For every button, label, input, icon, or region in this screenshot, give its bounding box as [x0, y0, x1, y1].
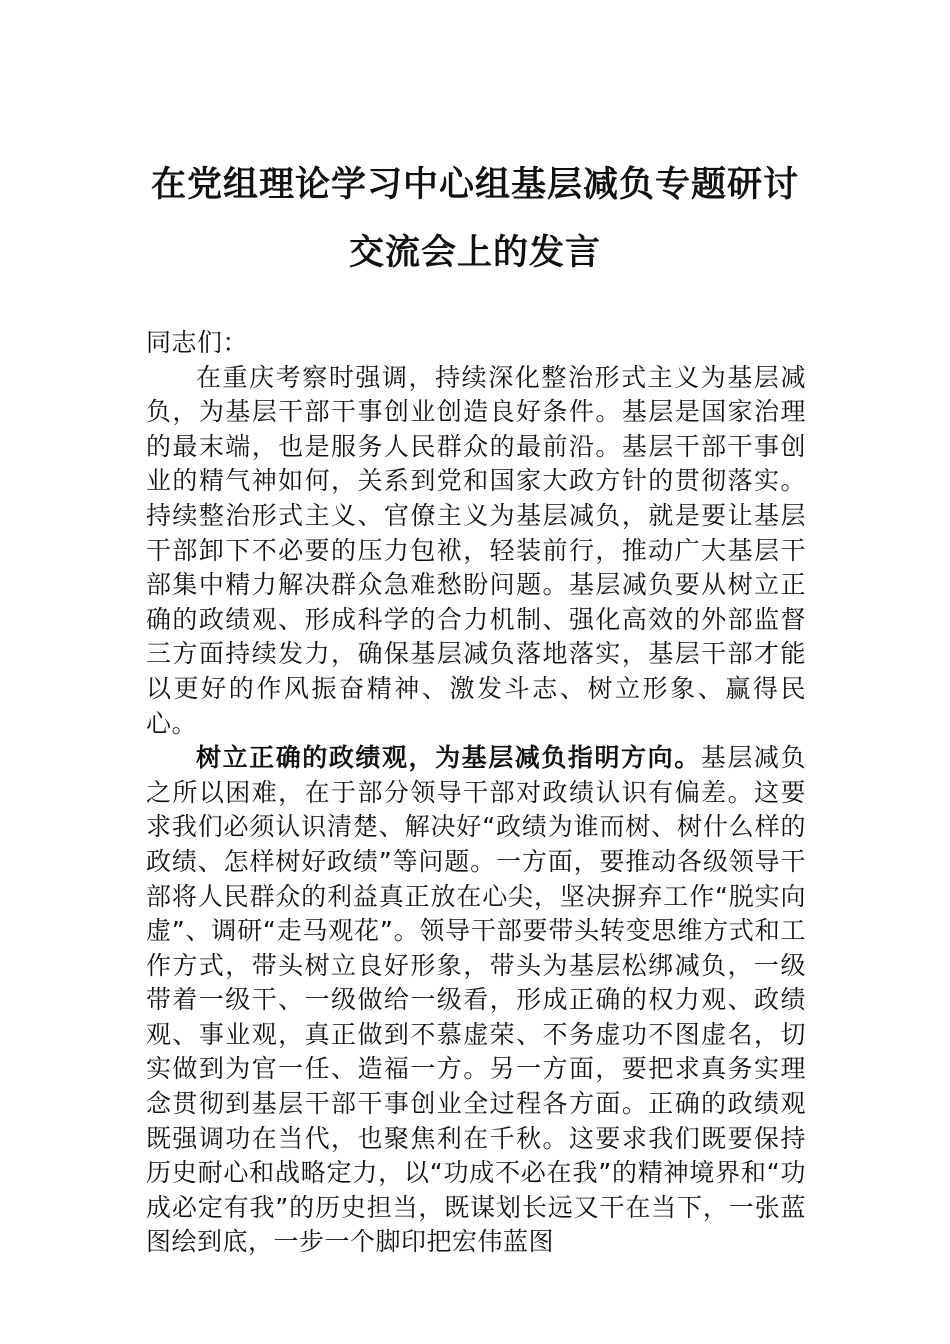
document-body	[146, 326, 806, 1260]
salutation: 同志们：	[146, 328, 249, 357]
paragraph-2	[146, 741, 806, 1260]
document-title-line-1: 在党组理论学习中心组基层减负专题研讨	[150, 164, 799, 205]
document-title-line-2: 交流会上的发言	[348, 232, 601, 273]
paragraph-2-body: 基层减负之所以困难，在于部分领导干部对政绩认识有偏差。这要求我们必须认识清楚、解决好“政绩为谁而树、树什么样的政绩、怎样树好政绩”等问题。一方面，要推动各级领导干部将人民群众的利益真正放在心尖，坚决摒弃工作“脱实向虚”、调研“走马观花”。领导干部要带头转变思维方式和工作方式，带头树立良好形象，带头为基层松绑减负，一级带着一级干、一级做给一级看，形成正确的权力观、政绩观、事业观，真正做到不慕虚荣、不务虚功不图虚名，切实做到为官一任、造福一方。另一方面，要把求真务实理念贯彻到基层干部干事创业全过程各方面。正确的政绩观既强调功在当代，也聚焦利在千秋。这要求我们既要保持历史耐心和战略定力，以“功成不必在我”的精神境界和“功成必定有我”的历史担当，既谋划长远又干在当下，一张蓝图绘到底，一步一个脚印把宏伟蓝图	[146, 743, 806, 1257]
paragraph-1: 在重庆考察时强调，持续深化整治形式主义为基层减负，为基层干部干事创业创造良好条件。基层是国家治理的最末端，也是服务人民群众的最前沿。基层干部干事创业的精气神如何，关系到党和国家大政方针的贯彻落实。持续整治形式主义、官僚主义为基层减负，就是要让基层干部卸下不必要的压力包袱，轻装前行，推动广大基层干部集中精力解决群众急难愁盼问题。基层减负要从树立正确的政绩观、形成科学的合力机制、强化高效的外部监督三方面持续发力，确保基层减负落地落实，基层干部才能以更好的作风振奋精神、激发斗志、树立形象、赢得民心。	[146, 362, 806, 738]
paragraph-2-lead: 树立正确的政绩观，为基层减负指明方向。	[196, 743, 701, 773]
